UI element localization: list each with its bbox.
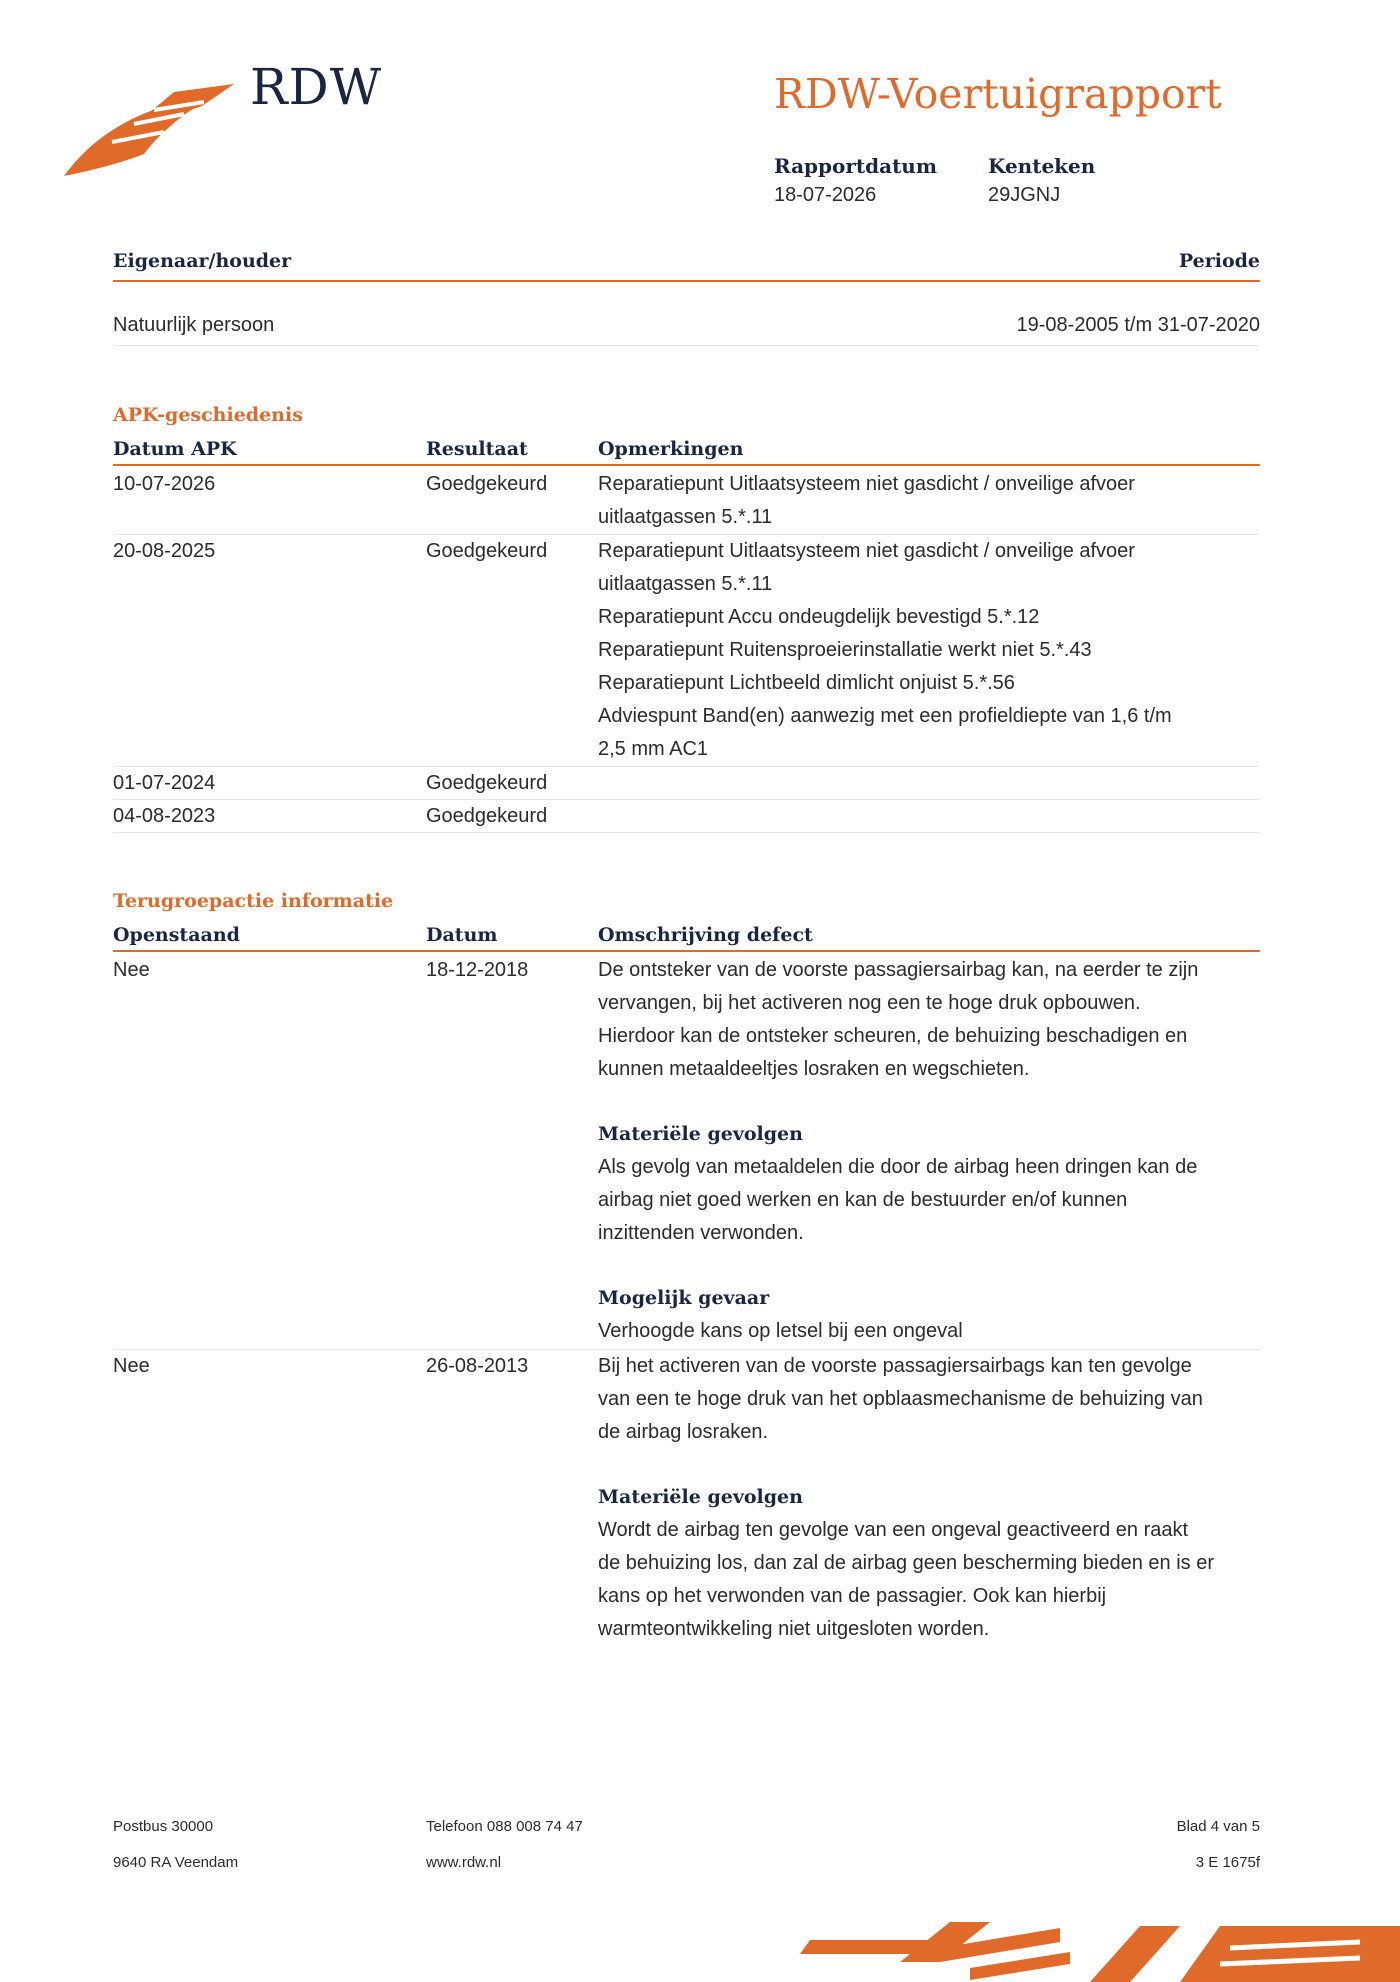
consequences-heading: Materiële gevolgen <box>598 1486 803 1508</box>
recall-col-date: Datum <box>426 924 498 946</box>
footer-code: 3 E 1675f <box>1195 1854 1260 1871</box>
consequences-line: de behuizing los, dan zal de airbag geen bescherming bieden en is er <box>598 1552 1214 1574</box>
report-date-label: Rapportdatum <box>774 154 938 178</box>
apk-col-remarks: Opmerkingen <box>598 438 744 460</box>
recall-date: 26-08-2013 <box>426 1355 529 1377</box>
remark-line: Reparatiepunt Uitlaatsysteem niet gasdicht / onveilige afvoer <box>598 540 1135 562</box>
table-row <box>113 954 1260 1350</box>
table-row <box>113 468 1260 535</box>
remark-line: uitlaatgassen 5.*.11 <box>598 573 773 595</box>
recall-col-open: Openstaand <box>113 924 240 946</box>
apk-result: Goedgekeurd <box>426 540 548 562</box>
recall-section-title: Terugroepactie informatie <box>113 890 394 912</box>
rdw-logo-icon <box>64 84 234 180</box>
table-row <box>113 1350 1260 1650</box>
period-heading: Periode <box>1178 250 1260 272</box>
owner-row <box>113 314 1260 346</box>
owner-type: Natuurlijk persoon <box>113 314 275 336</box>
recall-description <box>598 954 1258 1348</box>
consequences-line: kans op het verwonden van de passagier. Ook kan hierbij <box>598 1585 1107 1607</box>
brand-name: RDW <box>250 58 383 116</box>
footer-address-1: Postbus 30000 <box>113 1818 214 1835</box>
plate-value: 29JGNJ <box>988 184 1061 206</box>
description-line: kunnen metaaldeeltjes losraken en wegschieten. <box>598 1058 1030 1080</box>
report-title: RDW-Voertuigrapport <box>774 70 1222 118</box>
recall-date: 18-12-2018 <box>426 959 529 981</box>
table-row <box>113 800 1260 833</box>
footer-address-2: 9640 RA Veendam <box>113 1854 239 1871</box>
description-line: De ontsteker van de voorste passagiersairbag kan, na eerder te zijn <box>598 959 1199 981</box>
owner-heading: Eigenaar/houder <box>113 250 292 272</box>
consequences-line: Als gevolg van metaaldelen die door de airbag heen dringen kan de <box>598 1156 1198 1178</box>
apk-date: 04-08-2023 <box>113 805 216 827</box>
apk-date: 01-07-2024 <box>113 772 216 794</box>
remark-line: Reparatiepunt Accu ondeugdelijk bevestigd 5.*.12 <box>598 606 1040 628</box>
recall-table-header <box>113 920 1260 952</box>
recall-col-description: Omschrijving defect <box>598 924 813 946</box>
table-row <box>113 535 1260 767</box>
remark-line: Reparatiepunt Ruitensproeierinstallatie werkt niet 5.*.43 <box>598 639 1092 661</box>
description-line: Bij het activeren van de voorste passagiersairbags kan ten gevolge <box>598 1355 1192 1377</box>
apk-date: 20-08-2025 <box>113 540 216 562</box>
owner-period: 19-08-2005 t/m 31-07-2020 <box>1016 314 1260 336</box>
description-line: vervangen, bij het activeren nog een te hoge druk opbouwen. <box>598 992 1141 1014</box>
footer-website: www.rdw.nl <box>426 1854 502 1871</box>
apk-col-result: Resultaat <box>426 438 528 460</box>
description-line: van een te hoge druk van het opblaasmechanisme de behuizing van <box>598 1388 1203 1410</box>
apk-result: Goedgekeurd <box>426 772 548 794</box>
apk-result: Goedgekeurd <box>426 473 548 495</box>
table-row <box>113 767 1260 800</box>
consequences-heading: Materiële gevolgen <box>598 1123 803 1145</box>
consequences-line: airbag niet goed werken en kan de bestuurder en/of kunnen <box>598 1189 1128 1211</box>
description-line: de airbag losraken. <box>598 1421 769 1443</box>
recall-open: Nee <box>113 959 150 981</box>
apk-date: 10-07-2026 <box>113 473 216 495</box>
recall-description <box>598 1350 1258 1646</box>
remark-line: 2,5 mm AC1 <box>598 738 709 760</box>
apk-remarks <box>598 535 1258 766</box>
apk-remarks <box>598 468 1258 534</box>
consequences-line: Wordt de airbag ten gevolge van een ongeval geactiveerd en raakt <box>598 1519 1189 1541</box>
consequences-line: inzittenden verwonden. <box>598 1222 804 1244</box>
consequences-line: warmteontwikkeling niet uitgesloten worden. <box>598 1618 990 1640</box>
recall-open: Nee <box>113 1355 150 1377</box>
report-date-value: 18-07-2026 <box>774 184 877 206</box>
remark-line: uitlaatgassen 5.*.11 <box>598 506 773 528</box>
remark-line: Adviespunt Band(en) aanwezig met een profieldiepte van 1,6 t/m <box>598 705 1172 727</box>
apk-section-title: APK-geschiedenis <box>113 404 303 426</box>
footer-page: Blad 4 van 5 <box>1176 1818 1260 1835</box>
plate-label: Kenteken <box>988 154 1096 178</box>
apk-col-date: Datum APK <box>113 438 237 460</box>
danger-line: Verhoogde kans op letsel bij een ongeval <box>598 1320 963 1342</box>
apk-table-header <box>113 434 1260 466</box>
owner-header <box>113 248 1260 282</box>
description-line: Hierdoor kan de ontsteker scheuren, de behuizing beschadigen en <box>598 1025 1188 1047</box>
remark-line: Reparatiepunt Uitlaatsysteem niet gasdicht / onveilige afvoer <box>598 473 1135 495</box>
remark-line: Reparatiepunt Lichtbeeld dimlicht onjuist 5.*.56 <box>598 672 1015 694</box>
footer-stripes-icon <box>760 1918 1400 1982</box>
footer-phone: Telefoon 088 008 74 47 <box>426 1818 583 1835</box>
apk-result: Goedgekeurd <box>426 805 548 827</box>
danger-heading: Mogelijk gevaar <box>598 1287 770 1309</box>
